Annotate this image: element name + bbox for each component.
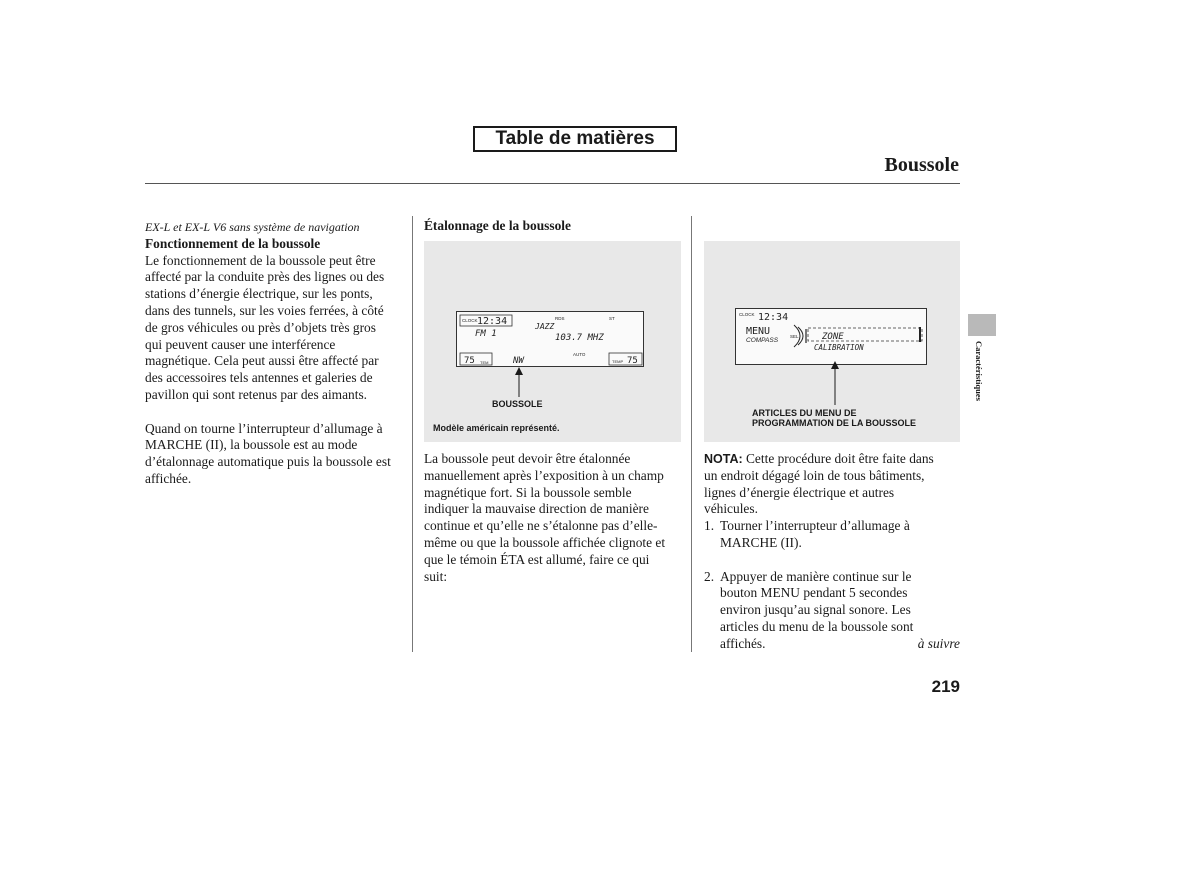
menu-callout — [752, 408, 916, 428]
text-line: des accessoires tels antennes et galeries de — [145, 370, 373, 386]
chapter-label: Caractéristiques — [974, 341, 984, 401]
text-line: bouton MENU pendant 5 secondes — [720, 585, 908, 601]
text-line: pavillon qui sont retenus par des aimants. — [145, 386, 368, 402]
callout-arrow — [514, 367, 524, 397]
text-line: qui peuvent causer une interférence — [145, 336, 336, 352]
menu-callout-line1: ARTICLES DU MENU DE — [752, 408, 857, 418]
nota-text: Cette procédure doit être faite dans — [742, 451, 934, 466]
chapter-tab — [968, 314, 996, 336]
text-line: Le fonctionnement de la boussole peut être — [145, 252, 376, 268]
nota-block — [704, 451, 962, 518]
table-of-contents-button[interactable]: Table de matières — [473, 126, 677, 152]
zone-option: ZONE — [822, 332, 844, 342]
figure-caption: Modèle américain représenté. — [433, 423, 560, 433]
clock-time: 12:34 — [758, 312, 789, 323]
temp-right-label: TEMP — [612, 359, 624, 364]
nota-label: NOTA: — [704, 452, 743, 466]
text-line: manuellement après l’exposition à un champ — [424, 467, 664, 483]
text-line: stations d’énergie électrique, sur les ponts, — [145, 286, 373, 302]
text-line: lignes d’énergie électrique et autres — [704, 484, 895, 500]
clock-time: 12:34 — [477, 316, 508, 327]
step-number: 1. — [704, 518, 715, 534]
stereo-indicator: ST — [609, 316, 615, 321]
text-line: dans des tunnels, sur les voies ferrées, à côté — [145, 302, 384, 318]
text-line: MARCHE (II). — [720, 534, 802, 550]
step-number: 2. — [704, 568, 715, 584]
subsection-heading: Fonctionnement de la boussole — [145, 235, 321, 251]
text-line: suit: — [424, 568, 448, 584]
figure-display-compass — [424, 241, 681, 442]
text-line: La boussole peut devoir être étalonnée — [424, 451, 631, 466]
section-title: Boussole — [884, 154, 959, 176]
text-line: que le témoin ÉTA est allumé, faire ce qui — [424, 551, 650, 567]
text-line: un endroit dégagé loin de tous bâtiments, — [704, 467, 925, 483]
band-label: FM 1 — [475, 329, 497, 339]
text-line: Tourner l’interrupteur d’allumage à — [720, 518, 910, 534]
text-line: même ou que la boussole affichée clignote et — [424, 534, 666, 550]
paragraph-manual-calibration — [424, 451, 686, 585]
text-line: affichée. — [145, 470, 192, 486]
clock-small-label: CLOCK — [462, 318, 478, 323]
text-line: magnétique. Cela peut aussi être affecté par — [145, 353, 379, 369]
paragraph-compass-operation — [145, 253, 407, 404]
text-line: d’étalonnage automatique puis la boussole est — [145, 454, 391, 470]
genre-label: JAZZ — [535, 322, 555, 331]
column-divider-2 — [691, 216, 692, 652]
menu-label: MENU — [746, 326, 771, 337]
calibration-option: CALIBRATION — [814, 343, 864, 352]
compass-menu-label: COMPASS — [746, 337, 779, 344]
steps-list — [704, 518, 962, 652]
right-column-text — [704, 451, 962, 653]
continued-label: à suivre — [917, 636, 960, 651]
text-line: magnétique fort. Si la boussole semble — [424, 484, 632, 500]
step-item — [704, 518, 962, 552]
frequency-readout: 103.7 MHZ — [555, 333, 604, 343]
text-line: affichés. — [720, 635, 766, 651]
temp-left-label: TEM — [480, 360, 489, 365]
clock-small-label: CLOCK — [739, 312, 755, 317]
text-line: Quand on tourne l’interrupteur d’allumage à — [145, 420, 383, 436]
middle-column-text — [424, 451, 686, 585]
text-line: Appuyer de manière continue sur le — [720, 568, 912, 584]
text-line: affecté par la conduite près des lignes ou des — [145, 269, 385, 285]
step-text — [720, 518, 910, 552]
compass-heading: NW — [513, 356, 524, 366]
menu-callout-line2: PROGRAMMATION DE LA BOUSSOLE — [752, 418, 916, 428]
compass-callout: BOUSSOLE — [492, 399, 543, 409]
text-line: véhicules. — [704, 501, 758, 517]
header-divider — [145, 183, 960, 184]
text-line: de gros véhicules ou près d’objets très gros — [145, 319, 376, 335]
temp-left-value: 75 — [464, 356, 475, 366]
model-subtitle: EX-L et EX-L V6 sans système de navigation — [145, 220, 360, 234]
column-divider-1 — [412, 216, 413, 652]
text-line: MARCHE (II), la boussole est au mode — [145, 437, 358, 453]
auto-indicator: AUTO — [573, 352, 586, 357]
callout-arrow — [830, 361, 840, 405]
text-line: environ jusqu’au signal sonore. Les — [720, 602, 911, 618]
left-column — [145, 219, 407, 488]
temp-right-value: 75 — [627, 356, 638, 366]
text-line: continue et qu’elle ne s’étalonne pas d’elle- — [424, 518, 658, 534]
lcd-display — [456, 311, 644, 367]
text-line: articles du menu de la boussole sont — [720, 618, 914, 634]
middle-column — [424, 218, 686, 235]
calibration-heading: Étalonnage de la boussole — [424, 218, 571, 233]
lcd-menu-display — [735, 308, 927, 365]
step-text — [720, 569, 913, 653]
sel-indicator: SEL — [790, 334, 799, 339]
page-number: 219 — [931, 677, 960, 696]
text-line: indiquer la mauvaise direction de manière — [424, 501, 649, 517]
figure-menu-display — [704, 241, 960, 442]
rds-indicator: RDS — [555, 316, 565, 321]
paragraph-ignition — [145, 421, 407, 488]
